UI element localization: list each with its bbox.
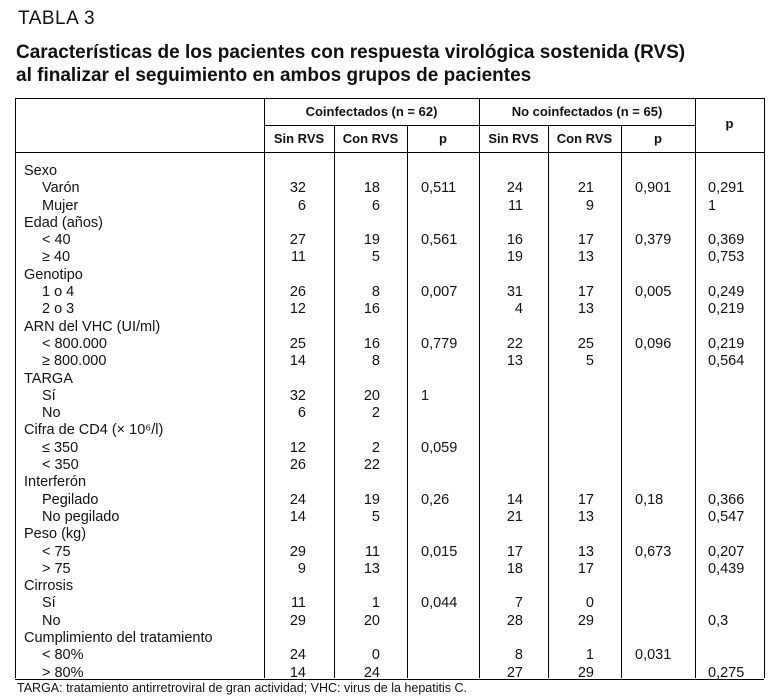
table-cell bbox=[421, 267, 477, 284]
row-sub-label: > 75 bbox=[42, 560, 71, 577]
table-cell: 0,044 bbox=[421, 595, 458, 612]
table-cell: 24 bbox=[363, 664, 380, 681]
table-cell: 13 bbox=[577, 508, 594, 525]
table-cell: 0,275 bbox=[708, 664, 745, 681]
table-cell bbox=[334, 371, 380, 388]
row-sub-label: Pegilado bbox=[42, 491, 99, 508]
column-nocoinf-p bbox=[635, 163, 693, 682]
table-cell: 12 bbox=[289, 301, 306, 318]
table-cell: 0 bbox=[371, 647, 380, 664]
table-cell bbox=[421, 301, 477, 318]
table-cell: 1 bbox=[421, 387, 430, 404]
table-cell bbox=[548, 405, 594, 422]
row-sub-label: < 80% bbox=[42, 647, 84, 664]
table-cell bbox=[264, 422, 306, 439]
table-cell: 0,18 bbox=[635, 491, 664, 508]
table-cell bbox=[264, 630, 306, 647]
table-cell: 26 bbox=[289, 457, 306, 474]
footnote: TARGA: tratamiento antirretroviral de gran actividad; VHC: virus de la hepatitis C. bbox=[17, 681, 467, 695]
table-cell: 8 bbox=[371, 284, 380, 301]
table-cell: 9 bbox=[585, 197, 594, 214]
table-cell: 0,031 bbox=[635, 647, 672, 664]
header-p-2: p bbox=[654, 131, 662, 146]
table-cell: 0 bbox=[585, 595, 594, 612]
table-cell bbox=[421, 405, 477, 422]
table-cell bbox=[334, 578, 380, 595]
table-cell bbox=[635, 440, 693, 457]
table-cell: 17 bbox=[577, 491, 594, 508]
table-cell: 0,015 bbox=[421, 543, 458, 560]
table-cell bbox=[334, 215, 380, 232]
table-cell bbox=[264, 215, 306, 232]
table-cell: 27 bbox=[289, 232, 306, 249]
table-cell bbox=[479, 578, 523, 595]
table-cell bbox=[635, 457, 693, 474]
table-cell: 18 bbox=[506, 560, 523, 577]
table-cell: 11 bbox=[507, 197, 523, 214]
table-cell: 29 bbox=[289, 543, 306, 560]
table-cell bbox=[548, 215, 594, 232]
table-cell: 0,511 bbox=[421, 180, 457, 197]
table-cell bbox=[264, 474, 306, 491]
table-cell bbox=[421, 215, 477, 232]
table-cell: 0,291 bbox=[708, 180, 745, 197]
table-cell: 1 bbox=[371, 595, 380, 612]
table-cell bbox=[421, 665, 477, 682]
table-cell bbox=[421, 198, 477, 215]
table-cell bbox=[264, 267, 306, 284]
table-cell: 16 bbox=[363, 301, 380, 318]
table-cell bbox=[479, 405, 523, 422]
table-cell: 0,096 bbox=[635, 335, 672, 352]
table-cell: 8 bbox=[371, 353, 380, 370]
table-cell: 0,779 bbox=[421, 335, 458, 352]
table-cell bbox=[708, 422, 762, 439]
table-cell bbox=[548, 440, 594, 457]
table-cell: 29 bbox=[577, 664, 594, 681]
table-left-border bbox=[15, 98, 16, 678]
table-cell: 0,3 bbox=[708, 612, 729, 629]
table-cell bbox=[421, 319, 477, 336]
table-cell: 13 bbox=[506, 353, 523, 370]
table-cell: 0,753 bbox=[708, 249, 745, 266]
table-cell: 1 bbox=[708, 197, 717, 214]
row-sub-label: 2 o 3 bbox=[42, 301, 75, 318]
table-cell bbox=[635, 353, 693, 370]
table-cell: 0,207 bbox=[708, 543, 745, 560]
table-cell: 17 bbox=[577, 560, 594, 577]
table-cell: 22 bbox=[363, 457, 380, 474]
table-cell: 11 bbox=[290, 595, 306, 612]
table-cell: 13 bbox=[577, 249, 594, 266]
header-sin-rvs-1: Sin RVS bbox=[273, 131, 325, 146]
table-cell: 25 bbox=[289, 335, 306, 352]
table-cell: 16 bbox=[506, 232, 523, 249]
table-cell: 20 bbox=[363, 387, 380, 404]
column-nocoinf-sin-rvs bbox=[479, 163, 523, 682]
table-cell bbox=[635, 198, 693, 215]
table-cell: 28 bbox=[506, 612, 523, 629]
table-cell bbox=[548, 319, 594, 336]
table-cell bbox=[635, 267, 693, 284]
table-cell bbox=[421, 526, 477, 543]
table-cell bbox=[479, 371, 523, 388]
table-cell: 13 bbox=[577, 301, 594, 318]
header-sin-rvs-2: Sin RVS bbox=[488, 131, 539, 146]
column-coinf-con-rvs bbox=[334, 163, 380, 682]
table-cell: 2 bbox=[371, 439, 380, 456]
table-cell: 11 bbox=[364, 543, 380, 560]
table-cell bbox=[421, 163, 477, 180]
header-no-coinfectados: No coinfectados (n = 65) bbox=[511, 104, 663, 119]
table-cell bbox=[635, 422, 693, 439]
table-cell bbox=[334, 319, 380, 336]
table-cell: 24 bbox=[506, 180, 523, 197]
table-cell bbox=[548, 474, 594, 491]
table-cell bbox=[479, 457, 523, 474]
table-cell bbox=[334, 630, 380, 647]
table-cell bbox=[635, 561, 693, 578]
table-cell bbox=[421, 561, 477, 578]
row-sub-label: < 75 bbox=[42, 543, 71, 560]
row-group-label: Cirrosis bbox=[24, 578, 74, 595]
table-cell bbox=[708, 319, 762, 336]
table-cell: 32 bbox=[289, 180, 306, 197]
row-sub-label: ≥ 800.000 bbox=[42, 353, 107, 370]
table-cell bbox=[708, 371, 762, 388]
table-cell bbox=[708, 405, 762, 422]
table-cell bbox=[421, 630, 477, 647]
table-cell bbox=[264, 371, 306, 388]
table-cell: 0,379 bbox=[635, 232, 672, 249]
table-cell: 26 bbox=[289, 284, 306, 301]
table-cell bbox=[421, 371, 477, 388]
row-sub-label: < 40 bbox=[42, 232, 71, 249]
table-cell: 0,366 bbox=[708, 491, 745, 508]
table-cell bbox=[635, 526, 693, 543]
table-cell: 24 bbox=[289, 491, 306, 508]
table-right-border bbox=[764, 98, 765, 678]
table-cell: 0,673 bbox=[635, 543, 672, 560]
table-cell: 5 bbox=[371, 508, 380, 525]
table-cell bbox=[334, 267, 380, 284]
table-cell bbox=[708, 440, 762, 457]
table-cell: 2 bbox=[371, 405, 380, 422]
table-cell: 0,564 bbox=[708, 353, 745, 370]
table-cell bbox=[708, 578, 762, 595]
table-cell: 0,26 bbox=[421, 491, 450, 508]
table-cell: 0,219 bbox=[708, 335, 745, 352]
col-divider-2 bbox=[407, 125, 408, 678]
table-cell: 18 bbox=[363, 180, 380, 197]
row-group-label: Cumplimiento del tratamiento bbox=[24, 630, 213, 647]
table-cell: 0,547 bbox=[708, 508, 745, 525]
row-group-label: Peso (kg) bbox=[24, 526, 87, 543]
table-cell: 14 bbox=[289, 353, 306, 370]
table-cell: 0,439 bbox=[708, 560, 745, 577]
table-cell bbox=[334, 526, 380, 543]
row-sub-label: Varón bbox=[42, 180, 80, 197]
table-cell: 14 bbox=[506, 491, 523, 508]
table-cell bbox=[635, 595, 693, 612]
table-cell bbox=[548, 163, 594, 180]
row-group-label: Edad (años) bbox=[24, 214, 103, 231]
table-cell bbox=[708, 163, 762, 180]
table-cell bbox=[708, 474, 762, 491]
table-cell: 0,007 bbox=[421, 284, 458, 301]
table-cell: 17 bbox=[577, 232, 594, 249]
table-cell bbox=[548, 371, 594, 388]
table-cell bbox=[421, 613, 477, 630]
col-divider-total bbox=[695, 98, 696, 678]
table-cell: 11 bbox=[290, 249, 306, 266]
header-coinfectados: Coinfectados (n = 62) bbox=[305, 104, 438, 119]
table-cell bbox=[421, 509, 477, 526]
table-cell bbox=[479, 440, 523, 457]
table-cell bbox=[635, 388, 693, 405]
table-cell bbox=[479, 526, 523, 543]
table-cell bbox=[635, 474, 693, 491]
table-cell bbox=[479, 319, 523, 336]
table-cell bbox=[635, 163, 693, 180]
table-cell bbox=[548, 457, 594, 474]
table-cell bbox=[264, 163, 306, 180]
row-sub-label: < 350 bbox=[42, 457, 79, 474]
table-cell: 6 bbox=[297, 197, 306, 214]
table-cell: 24 bbox=[289, 647, 306, 664]
table-cell: 0,219 bbox=[708, 301, 745, 318]
table-cell bbox=[421, 353, 477, 370]
row-group-label: ARN del VHC (UI/ml) bbox=[24, 318, 161, 335]
table-cell: 12 bbox=[289, 439, 306, 456]
table-cell: 14 bbox=[289, 664, 306, 681]
table-cell bbox=[264, 578, 306, 595]
row-group-label: Cifra de CD4 (× 10⁶/l) bbox=[24, 422, 164, 439]
table-cell bbox=[635, 630, 693, 647]
table-cell bbox=[479, 163, 523, 180]
table-cell: 19 bbox=[506, 249, 523, 266]
table-cell bbox=[635, 215, 693, 232]
table-cell bbox=[421, 647, 477, 664]
row-sub-label: Sí bbox=[42, 387, 56, 404]
table-cell bbox=[548, 422, 594, 439]
row-sub-label: < 800.000 bbox=[42, 335, 107, 352]
row-sub-label: Mujer bbox=[42, 197, 79, 214]
table-cell: 17 bbox=[506, 543, 523, 560]
column-characteristic bbox=[24, 163, 262, 682]
header-p-1: p bbox=[439, 131, 447, 146]
table-cell bbox=[635, 405, 693, 422]
row-sub-label: ≥ 40 bbox=[42, 249, 71, 266]
table-cell: 21 bbox=[506, 508, 523, 525]
table-cell bbox=[708, 526, 762, 543]
table-cell bbox=[548, 267, 594, 284]
table-title bbox=[16, 41, 685, 87]
table-cell bbox=[635, 509, 693, 526]
table-cell bbox=[479, 630, 523, 647]
table-cell: 27 bbox=[506, 664, 523, 681]
row-sub-label: 1 o 4 bbox=[42, 284, 75, 301]
table-cell: 0,249 bbox=[708, 284, 745, 301]
table-cell: 29 bbox=[289, 612, 306, 629]
row-group-label: TARGA bbox=[24, 370, 73, 387]
table-cell: 9 bbox=[297, 560, 306, 577]
table-cell: 21 bbox=[577, 180, 594, 197]
table-cell: 5 bbox=[585, 353, 594, 370]
row-sub-label: No pegilado bbox=[42, 508, 120, 525]
table-cell bbox=[708, 647, 762, 664]
table-cell bbox=[708, 595, 762, 612]
col-divider-5 bbox=[621, 125, 622, 678]
table-cell bbox=[635, 371, 693, 388]
table-cell bbox=[264, 526, 306, 543]
table-cell bbox=[635, 301, 693, 318]
table-cell bbox=[548, 388, 594, 405]
column-p-total bbox=[708, 163, 762, 682]
column-coinf-p bbox=[421, 163, 477, 682]
row-group-label: Interferón bbox=[24, 474, 87, 491]
table-cell: 8 bbox=[514, 647, 523, 664]
table-cell bbox=[421, 578, 477, 595]
header-bottom-line bbox=[15, 152, 764, 153]
table-cell bbox=[548, 578, 594, 595]
table-cell bbox=[708, 215, 762, 232]
row-group-label: Sexo bbox=[24, 163, 58, 179]
row-sub-label: No bbox=[42, 405, 61, 422]
table-cell: 5 bbox=[371, 249, 380, 266]
table-cell: 7 bbox=[514, 595, 523, 612]
table-cell: 13 bbox=[577, 543, 594, 560]
table-cell bbox=[708, 457, 762, 474]
row-group-label: Genotipo bbox=[24, 266, 83, 283]
table-cell bbox=[421, 457, 477, 474]
table-cell bbox=[635, 665, 693, 682]
row-sub-label: No bbox=[42, 612, 61, 629]
table-cell bbox=[635, 578, 693, 595]
table-cell bbox=[334, 163, 380, 180]
table-cell bbox=[479, 474, 523, 491]
table-cell: 20 bbox=[363, 612, 380, 629]
column-nocoinf-con-rvs bbox=[548, 163, 594, 682]
row-sub-label: ≤ 350 bbox=[42, 439, 79, 456]
table-cell bbox=[479, 388, 523, 405]
table-cell: 4 bbox=[514, 301, 523, 318]
header-con-rvs-1: Con RVS bbox=[342, 131, 399, 146]
table-cell: 22 bbox=[506, 335, 523, 352]
table-cell: 13 bbox=[363, 560, 380, 577]
table-cell bbox=[334, 474, 380, 491]
row-sub-label: > 80% bbox=[42, 664, 84, 681]
table-cell: 17 bbox=[577, 284, 594, 301]
table-cell: 16 bbox=[363, 335, 380, 352]
table-cell bbox=[264, 319, 306, 336]
table-cell bbox=[548, 526, 594, 543]
table-cell: 32 bbox=[289, 387, 306, 404]
table-cell bbox=[479, 215, 523, 232]
table-cell bbox=[708, 388, 762, 405]
table-cell: 0,059 bbox=[421, 439, 458, 456]
table-cell bbox=[635, 613, 693, 630]
table-cell bbox=[708, 267, 762, 284]
table-cell: 1 bbox=[585, 647, 594, 664]
table-cell bbox=[708, 630, 762, 647]
table-cell: 25 bbox=[577, 335, 594, 352]
table-cell: 14 bbox=[289, 508, 306, 525]
table-label: TABLA 3 bbox=[18, 8, 96, 29]
table-cell bbox=[548, 630, 594, 647]
row-sub-label: Sí bbox=[42, 595, 56, 612]
table-cell bbox=[421, 474, 477, 491]
table-cell: 6 bbox=[297, 405, 306, 422]
table-cell bbox=[421, 422, 477, 439]
table-cell bbox=[635, 249, 693, 266]
table-cell bbox=[421, 249, 477, 266]
table-cell: 0,901 bbox=[635, 180, 672, 197]
column-coinf-sin-rvs bbox=[264, 163, 306, 682]
table-cell bbox=[635, 319, 693, 336]
title-line-2: al finalizar el seguimiento en ambos grupos de pacientes bbox=[16, 65, 532, 86]
table-cell bbox=[479, 267, 523, 284]
table-cell: 29 bbox=[577, 612, 594, 629]
table-cell: 6 bbox=[371, 197, 380, 214]
table-cell: 19 bbox=[363, 232, 380, 249]
table-cell: 0,005 bbox=[635, 284, 672, 301]
table-cell bbox=[479, 422, 523, 439]
table-cell: 19 bbox=[363, 491, 380, 508]
header-p-total: p bbox=[725, 116, 734, 131]
table-cell: 31 bbox=[506, 284, 523, 301]
table-cell: 0,561 bbox=[421, 232, 458, 249]
title-line-1: Características de los pacientes con respuesta virológica sostenida (RVS) bbox=[16, 42, 686, 63]
table-cell bbox=[334, 422, 380, 439]
table-cell: 0,369 bbox=[708, 232, 745, 249]
header-con-rvs-2: Con RVS bbox=[556, 131, 613, 146]
